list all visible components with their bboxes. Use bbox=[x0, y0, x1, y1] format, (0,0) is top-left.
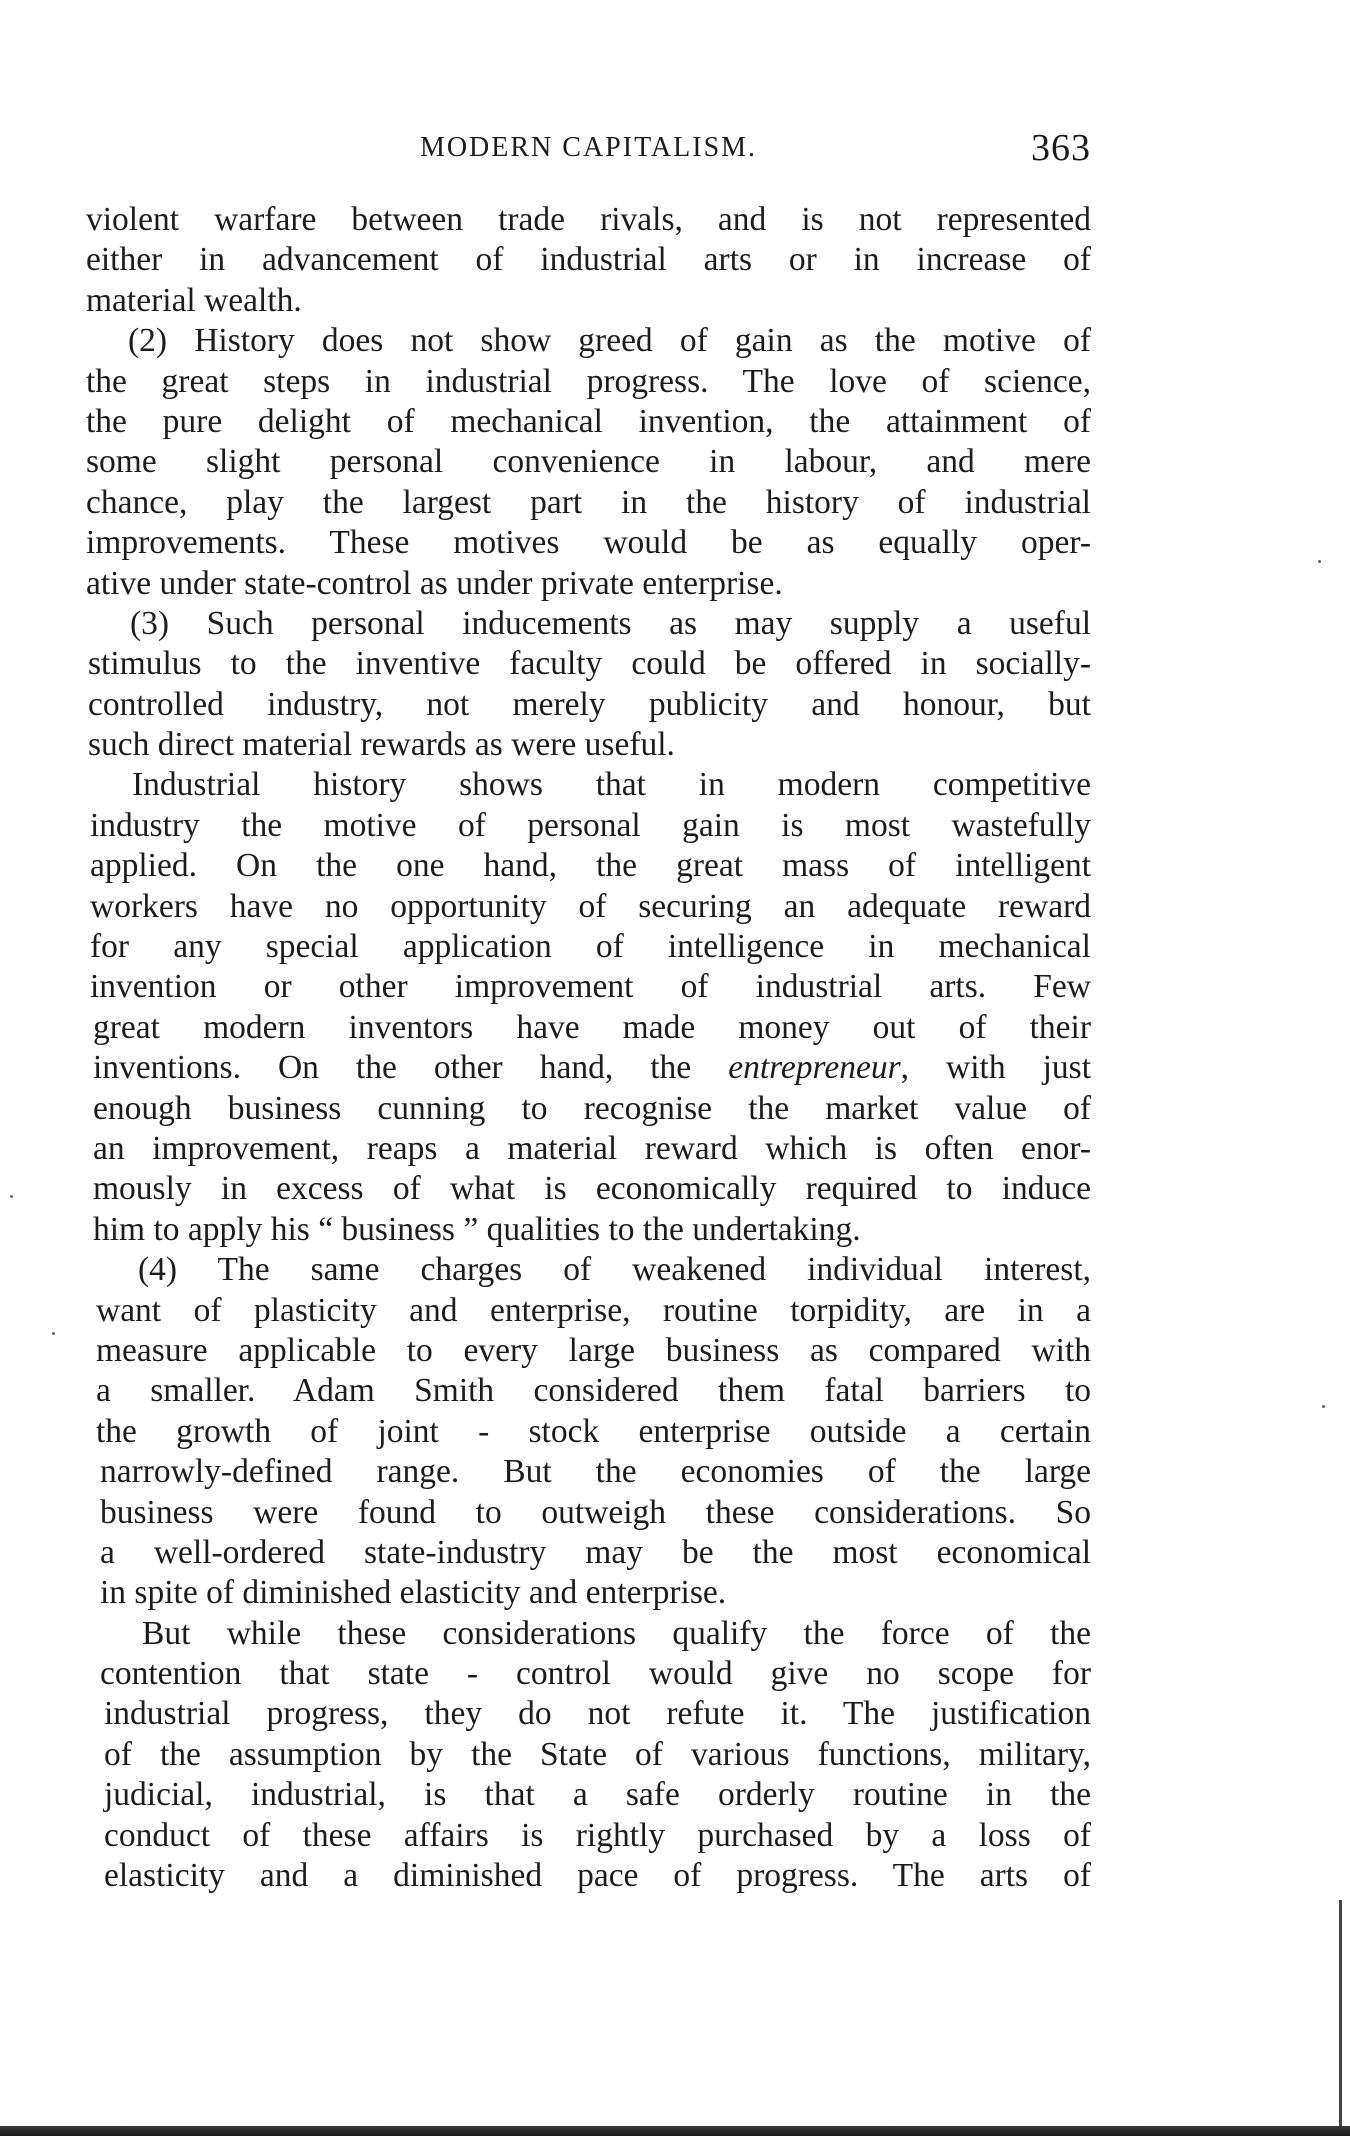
text-line: Industrial history shows that in modern competitive bbox=[132, 766, 1091, 804]
text-line: industrial progress, they do not refute it. The justification bbox=[104, 1695, 1091, 1733]
scan-speck bbox=[1322, 1405, 1325, 1408]
text-line: stimulus to the inventive faculty could be offered in socially- bbox=[88, 645, 1091, 683]
text-line: an improvement, reaps a material reward which is often enor- bbox=[93, 1129, 1091, 1167]
text-line: some slight personal convenience in labour, and mere bbox=[86, 443, 1091, 481]
emphasis-term: entrepreneur bbox=[728, 1049, 901, 1087]
text-line: measure applicable to every large business as compared with bbox=[96, 1331, 1091, 1369]
text-line: contention that state - control would give no scope for bbox=[100, 1655, 1091, 1693]
text-line: applied. On the one hand, the great mass of intelligent bbox=[90, 847, 1091, 885]
text-line: the pure delight of mechanical invention, the attainment of bbox=[86, 402, 1091, 440]
text-line: ative under state-control as under private enterprise. bbox=[86, 564, 783, 602]
page-number: 363 bbox=[1031, 127, 1091, 169]
text-line: in spite of diminished elasticity and enterprise. bbox=[100, 1574, 727, 1612]
scan-speck bbox=[52, 1332, 55, 1335]
scan-speck bbox=[10, 1195, 13, 1198]
text-line: want of plasticity and enterprise, routine torpidity, are in a bbox=[96, 1291, 1091, 1329]
text-segment: , with just bbox=[900, 1049, 1091, 1087]
text-line: of the assumption by the State of various functions, military, bbox=[104, 1735, 1091, 1773]
text-line: either in advancement of industrial arts or in increase of bbox=[86, 241, 1091, 279]
text-line: improvements. These motives would be as equally oper- bbox=[86, 524, 1091, 562]
text-line: But while these considerations qualify the force of the bbox=[142, 1614, 1091, 1652]
paragraph bbox=[86, 1614, 1091, 1897]
text-line: a smaller. Adam Smith considered them fatal barriers to bbox=[96, 1372, 1091, 1410]
paragraph bbox=[86, 604, 1091, 766]
text-line-with-emphasis bbox=[93, 1048, 1091, 1088]
text-line: a well-ordered state-industry may be the most economical bbox=[100, 1533, 1091, 1571]
text-line: the great steps in industrial progress. The love of science, bbox=[86, 362, 1091, 400]
text-line: him to apply his “ business ” qualities to the undertaking. bbox=[93, 1210, 861, 1248]
text-line: the growth of joint - stock enterprise outside a certain bbox=[96, 1412, 1091, 1450]
text-line: workers have no opportunity of securing an adequate reward bbox=[90, 887, 1091, 925]
text-line: narrowly-defined range. But the economies of the large bbox=[100, 1453, 1091, 1491]
text-line: such direct material rewards as were useful. bbox=[88, 726, 675, 764]
page-edge-shadow bbox=[1339, 1900, 1342, 2130]
text-line: material wealth. bbox=[86, 281, 302, 319]
text-line: industry the motive of personal gain is most wastefully bbox=[90, 806, 1091, 844]
text-line: great modern inventors have made money out of their bbox=[93, 1008, 1091, 1046]
body-text bbox=[86, 200, 1091, 1896]
text-line: (3) Such personal inducements as may supply a useful bbox=[130, 604, 1091, 642]
text-line: business were found to outweigh these considerations. So bbox=[100, 1493, 1091, 1531]
text-line: (4) The same charges of weakened individual interest, bbox=[138, 1251, 1091, 1289]
scan-speck bbox=[1318, 560, 1321, 563]
paragraph bbox=[86, 765, 1091, 1250]
scan-bottom-edge bbox=[0, 2126, 1350, 2136]
text-line: elasticity and a diminished pace of progress. The arts of bbox=[104, 1857, 1091, 1895]
text-line: for any special application of intelligence in mechanical bbox=[90, 928, 1091, 966]
text-line: violent warfare between trade rivals, and is not represented bbox=[86, 201, 1091, 238]
text-line: enough business cunning to recognise the market value of bbox=[93, 1089, 1091, 1127]
paragraph bbox=[86, 200, 1091, 321]
text-line: mously in excess of what is economically required to induce bbox=[93, 1170, 1091, 1208]
text-line: judicial, industrial, is that a safe orderly routine in the bbox=[104, 1776, 1091, 1814]
running-head bbox=[86, 126, 1091, 176]
text-line: conduct of these affairs is rightly purchased by a loss of bbox=[104, 1816, 1091, 1854]
paragraph bbox=[86, 1250, 1091, 1614]
running-title: MODERN CAPITALISM. bbox=[419, 132, 758, 163]
text-line: chance, play the largest part in the history of industrial bbox=[86, 483, 1091, 521]
text-segment: inventions. On the other hand, the bbox=[93, 1049, 729, 1087]
paragraph bbox=[86, 321, 1091, 604]
text-line: invention or other improvement of industrial arts. Few bbox=[90, 968, 1091, 1006]
text-line: (2) History does not show greed of gain as the motive of bbox=[128, 322, 1091, 360]
text-line: controlled industry, not merely publicity and honour, but bbox=[88, 685, 1091, 723]
